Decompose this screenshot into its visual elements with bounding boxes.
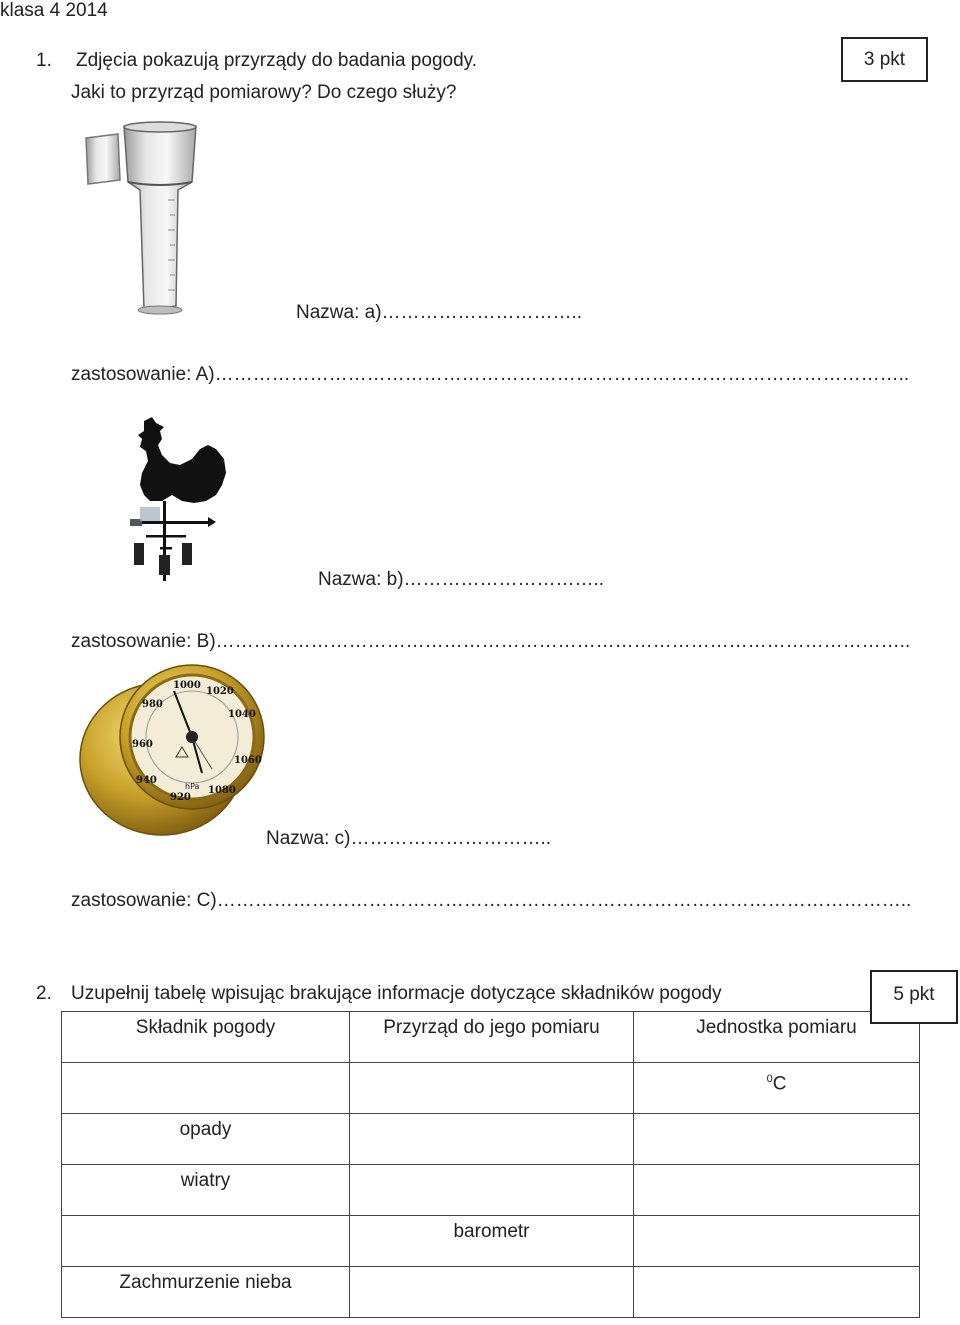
question-1-line1: Zdjęcia pokazują przyrządy do badania pogody. — [76, 50, 478, 71]
table-cell[interactable] — [350, 1165, 634, 1216]
dial-label-1040: 1040 — [228, 709, 256, 720]
page-header: klasa 4 2014 — [0, 0, 108, 21]
table-row — [62, 1165, 920, 1216]
item-c-use-line: zastosowanie: C)……………………………………………………………………………………………….. — [71, 890, 912, 911]
dial-label-940: 940 — [136, 775, 157, 786]
question-1-points-box — [841, 37, 928, 82]
table-cell[interactable] — [350, 1114, 634, 1165]
degree-superscript: 0 — [766, 1073, 773, 1085]
table-cell[interactable] — [634, 1216, 920, 1267]
dial-unit-label: hPa — [185, 782, 200, 791]
dial-label-920: 920 — [170, 792, 191, 803]
question-2-number: 2. — [36, 983, 52, 1004]
question-2-points-box — [870, 970, 958, 1024]
barometer-icon — [78, 665, 266, 840]
table-cell[interactable]: barometr — [350, 1216, 634, 1267]
question-1-number: 1. — [36, 50, 52, 71]
table-cell[interactable] — [350, 1267, 634, 1318]
weather-table — [61, 1011, 920, 1318]
table-cell[interactable] — [350, 1063, 634, 1114]
table-header-cell: Składnik pogody — [62, 1012, 350, 1063]
dial-label-960: 960 — [132, 739, 153, 750]
table-cell[interactable]: opady — [62, 1114, 350, 1165]
table-header-cell: Przyrząd do jego pomiaru — [350, 1012, 634, 1063]
rain-gauge-icon — [78, 120, 203, 320]
item-b-name-line: Nazwa: b)………………………….. — [318, 569, 605, 590]
table-cell[interactable] — [62, 1216, 350, 1267]
table-cell[interactable] — [62, 1063, 350, 1114]
table-cell[interactable] — [634, 1114, 920, 1165]
question-2-text: Uzupełnij tabelę wpisując brakujące informacje dotyczące składników pogody — [71, 983, 722, 1004]
question-1-line2: Jaki to przyrząd pomiarowy? Do czego służy? — [71, 82, 457, 103]
table-row — [62, 1216, 920, 1267]
item-b-use-line: zastosowanie: B)……………………………………………………………………………………………….. — [71, 631, 911, 652]
item-a-name-line: Nazwa: a)………………………….. — [296, 302, 583, 323]
table-cell[interactable] — [634, 1267, 920, 1318]
table-cell[interactable] — [634, 1165, 920, 1216]
dial-label-1080: 1080 — [208, 785, 236, 796]
table-header-cell: Jednostka pomiaru — [634, 1012, 920, 1063]
unit-celsius: C — [772, 1073, 787, 1095]
dial-label-1000: 1000 — [173, 680, 201, 691]
table-cell[interactable]: Zachmurzenie nieba — [62, 1267, 350, 1318]
item-a-use-line: zastosowanie: A)……………………………………………………………………………………………….. — [71, 364, 910, 385]
table-row — [62, 1114, 920, 1165]
dial-label-980: 980 — [142, 699, 163, 710]
table-row — [62, 1063, 920, 1114]
table-row — [62, 1267, 920, 1318]
table-cell[interactable]: wiatry — [62, 1165, 350, 1216]
item-c-name-line: Nazwa: c)………………………….. — [266, 828, 552, 849]
table-header-row — [62, 1012, 920, 1063]
dial-label-1060: 1060 — [234, 755, 262, 766]
question-2-points: 5 pkt — [893, 984, 935, 1005]
question-1-points: 3 pkt — [863, 49, 906, 70]
weathervane-icon — [122, 415, 234, 583]
dial-label-1020: 1020 — [206, 686, 234, 697]
table-cell[interactable] — [634, 1063, 920, 1114]
